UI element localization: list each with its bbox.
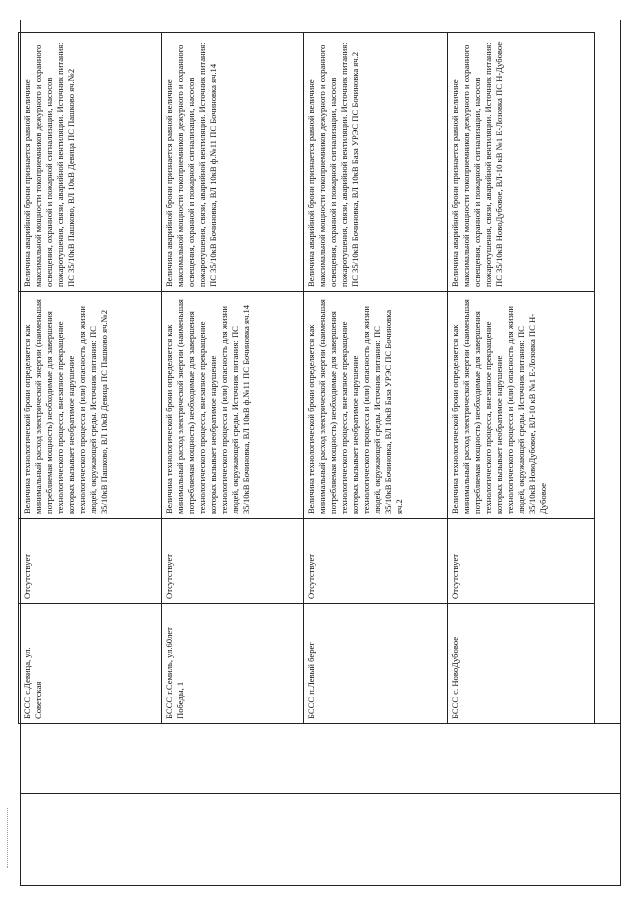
backup-cell: Отсутствует (161, 518, 303, 603)
emergency-armor-cell: Величина аварийной брони признается равной величине максимальной мощности токоприемников дежурного и охранного освещения, охранной и пожарной сигнализации, насосов пожаротушения, связи, аварийной вентиляции. Источник питания: ПС 35/10кВ Бочиновка, ВЛ 10кВ База УРЭС ПС Бочиновка яч.2 (306, 42, 360, 287)
emergency-armor-cell: Величина аварийной брони признается равной величине максимальной мощности токоприемников дежурного и охранного освещения, охранной и пожарной сигнализации, насосов пожаротушения, связи, аварийной вентиляции. Источник питания: ПС 35/10кВ Бочиновка, ВЛ 10кВ ф.№11 ПС Бочиновка яч.14 (164, 42, 218, 287)
form-line (20, 793, 620, 794)
table-row (303, 33, 448, 723)
table-row (19, 33, 162, 723)
emergency-armor-cell: Величина аварийной брони признается равной величине максимальной мощности токоприемников дежурного и охранного освещения, охранной и пожарной сигнализации, насосов пожаротушения, связи, аварийной вентиляции. Источник питания: ПС 35/10кВ НовоДубовое, ВЛ-10 кВ №1 Е-Лозовка ПС Н-Дубовое (450, 41, 504, 287)
backup-cell: Отсутствует (19, 518, 161, 603)
power-supply-table (18, 32, 595, 724)
tech-armor-cell: Величина технологической брони определяется как минимальный расход электрической энергии (наименьшая потребляемая мощность) необходимые для завершения технологического процесса, внезапное прекращение которых вызывает необратимое нарушение технологического процесса и (или) опасность для жизни людей, окружающей среды. Источник питания: ПС 35/10кВ Пашково, ВЛ 10кВ Девица ПС Пашково яч.№2 (19, 291, 161, 518)
tech-armor-cell: Величина технологической брони определяется как минимальный расход электрической энергии (наименьшая потребляемая мощность) необходимые для завершения технологического процесса, внезапное прекращение которых вызывает необратимое нарушение технологического процесса и (или) опасность для жизни людей, окружающей среды. Источник питания: ПС 35/10кВ НовоДубовое, ВЛ-10 кВ №1 Е-Лозовка ПС Н-Дубовое (447, 291, 594, 518)
form-line (20, 885, 620, 886)
scan-artifact (7, 808, 9, 868)
tech-armor-cell: Величина технологической брони определяется как минимальный расход электрической энергии (наименьшая потребляемая мощность) необходимые для завершения технологического процесса, внезапное прекращение которых вызывает необратимое нарушение технологического процесса и (или) опасность для жизни людей, окружающей среды. Источник питания: ПС 35/10кВ Бочиновка, ВЛ 10кВ База УРЭС ПС Бочиновка яч.2 (303, 291, 447, 518)
backup-cell: Отсутствует (303, 518, 447, 603)
emergency-armor-cell: Величина аварийной брони признается равной величине максимальной мощности токоприемников дежурного и охранного освещения, охранной и пожарной сигнализации, насосов пожаротушения, связи, аварийной вентиляции. Источник питания: ПС 35/10кВ Пашково, ВЛ 10кВ Девица ПС Пашково яч.№2 (22, 42, 76, 287)
tech-armor-cell: Величина технологической брони определяется как минимальный расход электрической энергии (наименьшая потребляемая мощность) необходимые для завершения технологического процесса, внезапное прекращение которых вызывает необратимое нарушение технологического процесса и (или) опасность для жизни людей, окружающей среды. Источник питания: ПС 35/10кВ Бочиновка, ВЛ 10кВ ф.№11 ПС Бочиновка яч.14 (161, 291, 303, 518)
form-line (620, 20, 621, 886)
table-row (447, 33, 594, 723)
table-row (161, 33, 304, 723)
object-cell: БССС с.Девица, ул. Советская (19, 603, 161, 723)
backup-cell: Отсутствует (447, 518, 594, 603)
object-cell: БССС с. НовоДубовое (447, 603, 594, 723)
object-cell: БССС п.Левый берег (303, 603, 447, 723)
object-cell: БССС г.Семиль, ул.60лет Победы, 1 (161, 603, 303, 723)
